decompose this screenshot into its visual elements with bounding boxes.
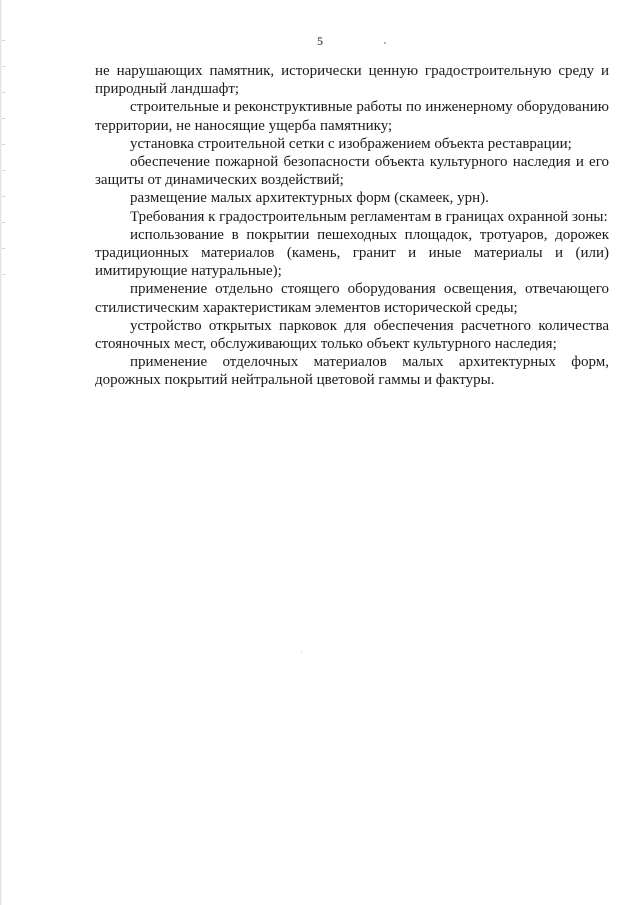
paragraph-fire-safety: обеспечение пожарной безопасности объекта культурного наследия и его защиты от динамических воздействий;	[95, 154, 609, 189]
paragraph-zone-requirements-heading: Требования к градостроительным регламентам в границах охранной зоны:	[130, 208, 608, 225]
paragraph-paving-materials: использование в покрытии пешеходных площадок, тротуаров, дорожек традиционных материалов (камень, гранит и иные материалы и (или) имитирующие натуральные);	[95, 226, 609, 280]
scan-speck	[384, 42, 386, 44]
document-body	[95, 62, 609, 390]
scan-edge-marks	[2, 40, 5, 300]
paragraph-continuation: не нарушающих памятник, исторически ценную градостроительную среду и природный ландшафт;	[95, 63, 609, 98]
paragraph-construction-netting: установка строительной сетки с изображением объекта реставрации;	[130, 135, 572, 152]
paragraph-lighting: применение отдельно стоящего оборудования освещения, отвечающего стилистическим характеристикам элементов исторической среды;	[95, 281, 609, 316]
paragraph-construction-works: строительные и реконструктивные работы по инженерному оборудованию территории, не наносящие ущерба памятнику;	[95, 99, 609, 134]
paragraph-small-forms: размещение малых архитектурных форм (скамеек, урн).	[130, 190, 489, 207]
paragraph-finishing-materials: применение отделочных материалов малых архитектурных форм, дорожных покрытий нейтральной цветовой гаммы и фактуры.	[95, 354, 609, 389]
page-number: 5	[317, 34, 323, 48]
paragraph-parking: устройство открытых парковок для обеспечения расчетного количества стояночных мест, обслуживающих только объект культурного наследия;	[95, 317, 609, 353]
scan-speck	[301, 651, 302, 652]
